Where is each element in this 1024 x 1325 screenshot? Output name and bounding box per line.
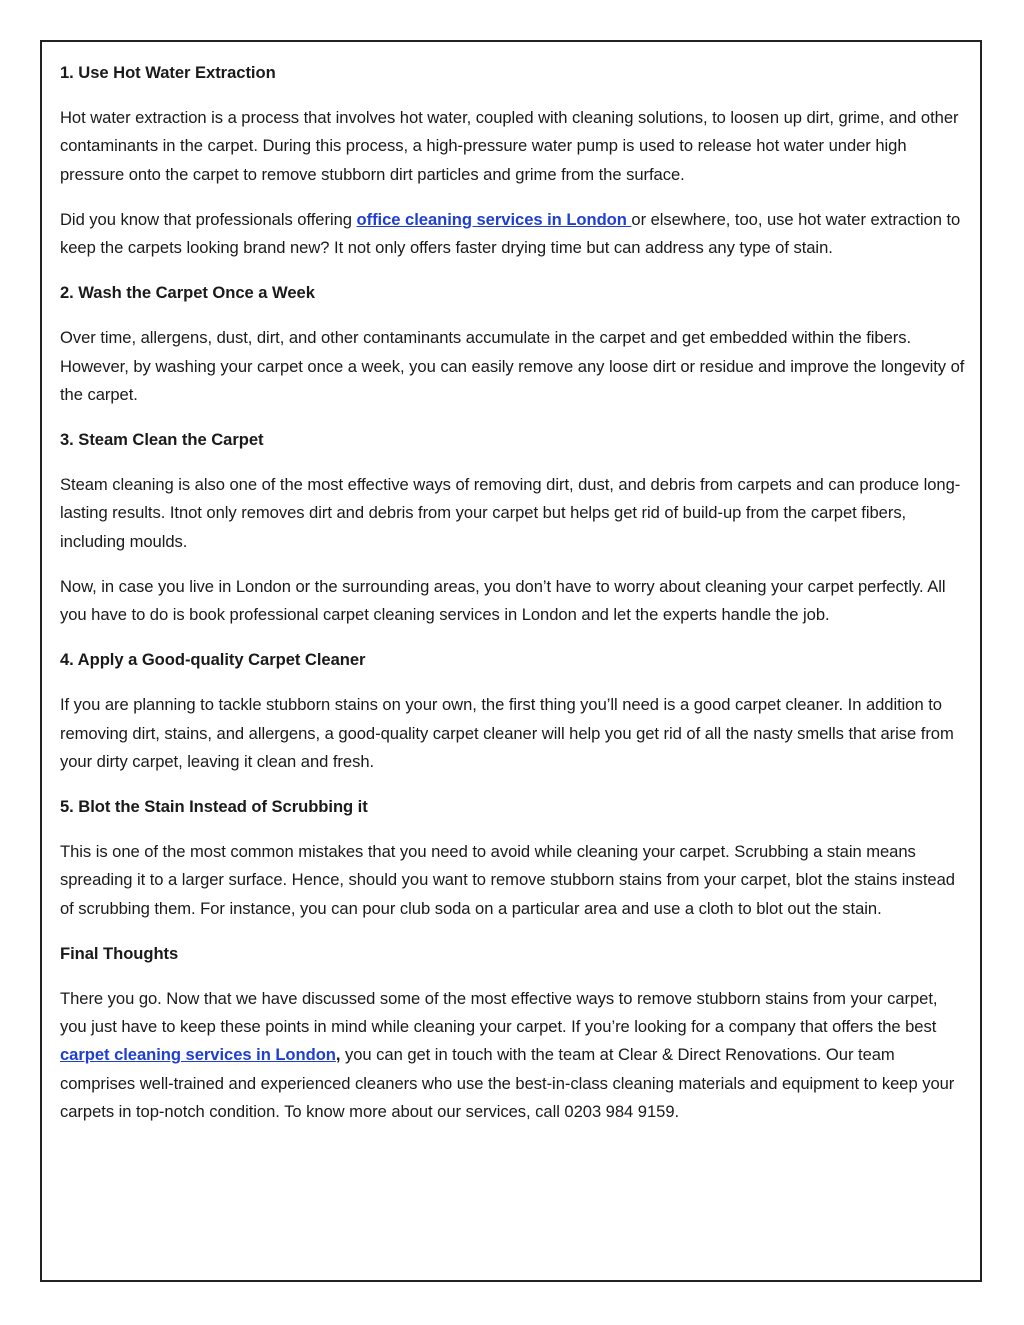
section-1-heading: 1. Use Hot Water Extraction [60,63,276,82]
final-comma: , [335,1045,341,1065]
section-2-paragraph-1: Over time, allergens, dust, dirt, and other contaminants accumulate in the carpet and get embedded within the fibers. However, by washing your carpet once a week, you can easily remove any loose dirt or residue and improve the longevity of the carpet. [60,328,965,404]
final-thoughts-paragraph [60,985,965,1126]
section-4-paragraph-1: If you are planning to tackle stubborn stains on your own, the first thing you’ll need is a good carpet cleaner. In addition to removing dirt, stains, and allergens, a good-quality carpet cleaner will help you get rid of all the nasty smells that arise from your dirty carpet, leaving it clean and fresh. [60,695,954,771]
office-cleaning-link[interactable]: office cleaning services in London [356,209,632,229]
carpet-cleaning-link[interactable]: carpet cleaning services in London [60,1045,336,1065]
link-paragraph-before: Did you know that professionals offering [60,209,357,229]
section-3-paragraph-1: Steam cleaning is also one of the most effective ways of removing dirt, dust, and debris from carpets and can produce long-lasting results. Itnot only removes dirt and debris from your carpet but helps get rid of build-up from the carpet fibers, including moulds. [60,475,961,551]
section-5-paragraph-1: This is one of the most common mistakes that you need to avoid while cleaning your carpet. Scrubbing a stain means spreading it to a larger surface. Hence, should you want to remove stubborn stains from your carpet, blot the stains instead of scrubbing them. For instance, you can pour club soda on a particular area and use a cloth to blot out the stain. [60,842,955,918]
section-2-heading: 2. Wash the Carpet Once a Week [60,283,315,303]
final-before: There you go. Now that we have discussed some of the most effective ways to remove stubborn stains from your carpet, you just have to keep these points in mind while cleaning your carpet. If you’re looking for a company that offers the best [60,989,938,1037]
section-1-paragraph-1: Hot water extraction is a process that involves hot water, coupled with cleaning solutions, to loosen up dirt, grime, and other contaminants in the carpet. During this process, a high-pressure water pump is used to release hot water under high pressure onto the carpet to remove stubborn dirt particles and grime from the surface. [60,108,959,184]
section-3-heading: 3. Steam Clean the Carpet [60,430,264,450]
link-paragraph-after: or elsewhere, too, use hot water extraction to keep the carpets looking brand new? It not only offers faster drying time but can address any type of stain. [60,209,961,258]
section-5-heading: 5. Blot the Stain Instead of Scrubbing it [60,797,368,817]
final-thoughts-heading: Final Thoughts [60,943,179,963]
final-after: you can get in touch with the team at Clear & Direct Renovations. Our team comprises well-trained and experienced cleaners who use the best-in-class cleaning materials and equipment to keep your carpets in top-notch condition. To know more about our services, call 0203 984 9159. [60,1045,955,1121]
section-4-heading: 4. Apply a Good-quality Carpet Cleaner [60,650,366,670]
document-body [60,59,965,1126]
section-1-link-paragraph [60,206,965,262]
section-3-paragraph-2: Now, in case you live in London or the surrounding areas, you don’t have to worry about cleaning your carpet perfectly. All you have to do is book professional carpet cleaning services in London and let the experts handle the job. [60,576,946,625]
